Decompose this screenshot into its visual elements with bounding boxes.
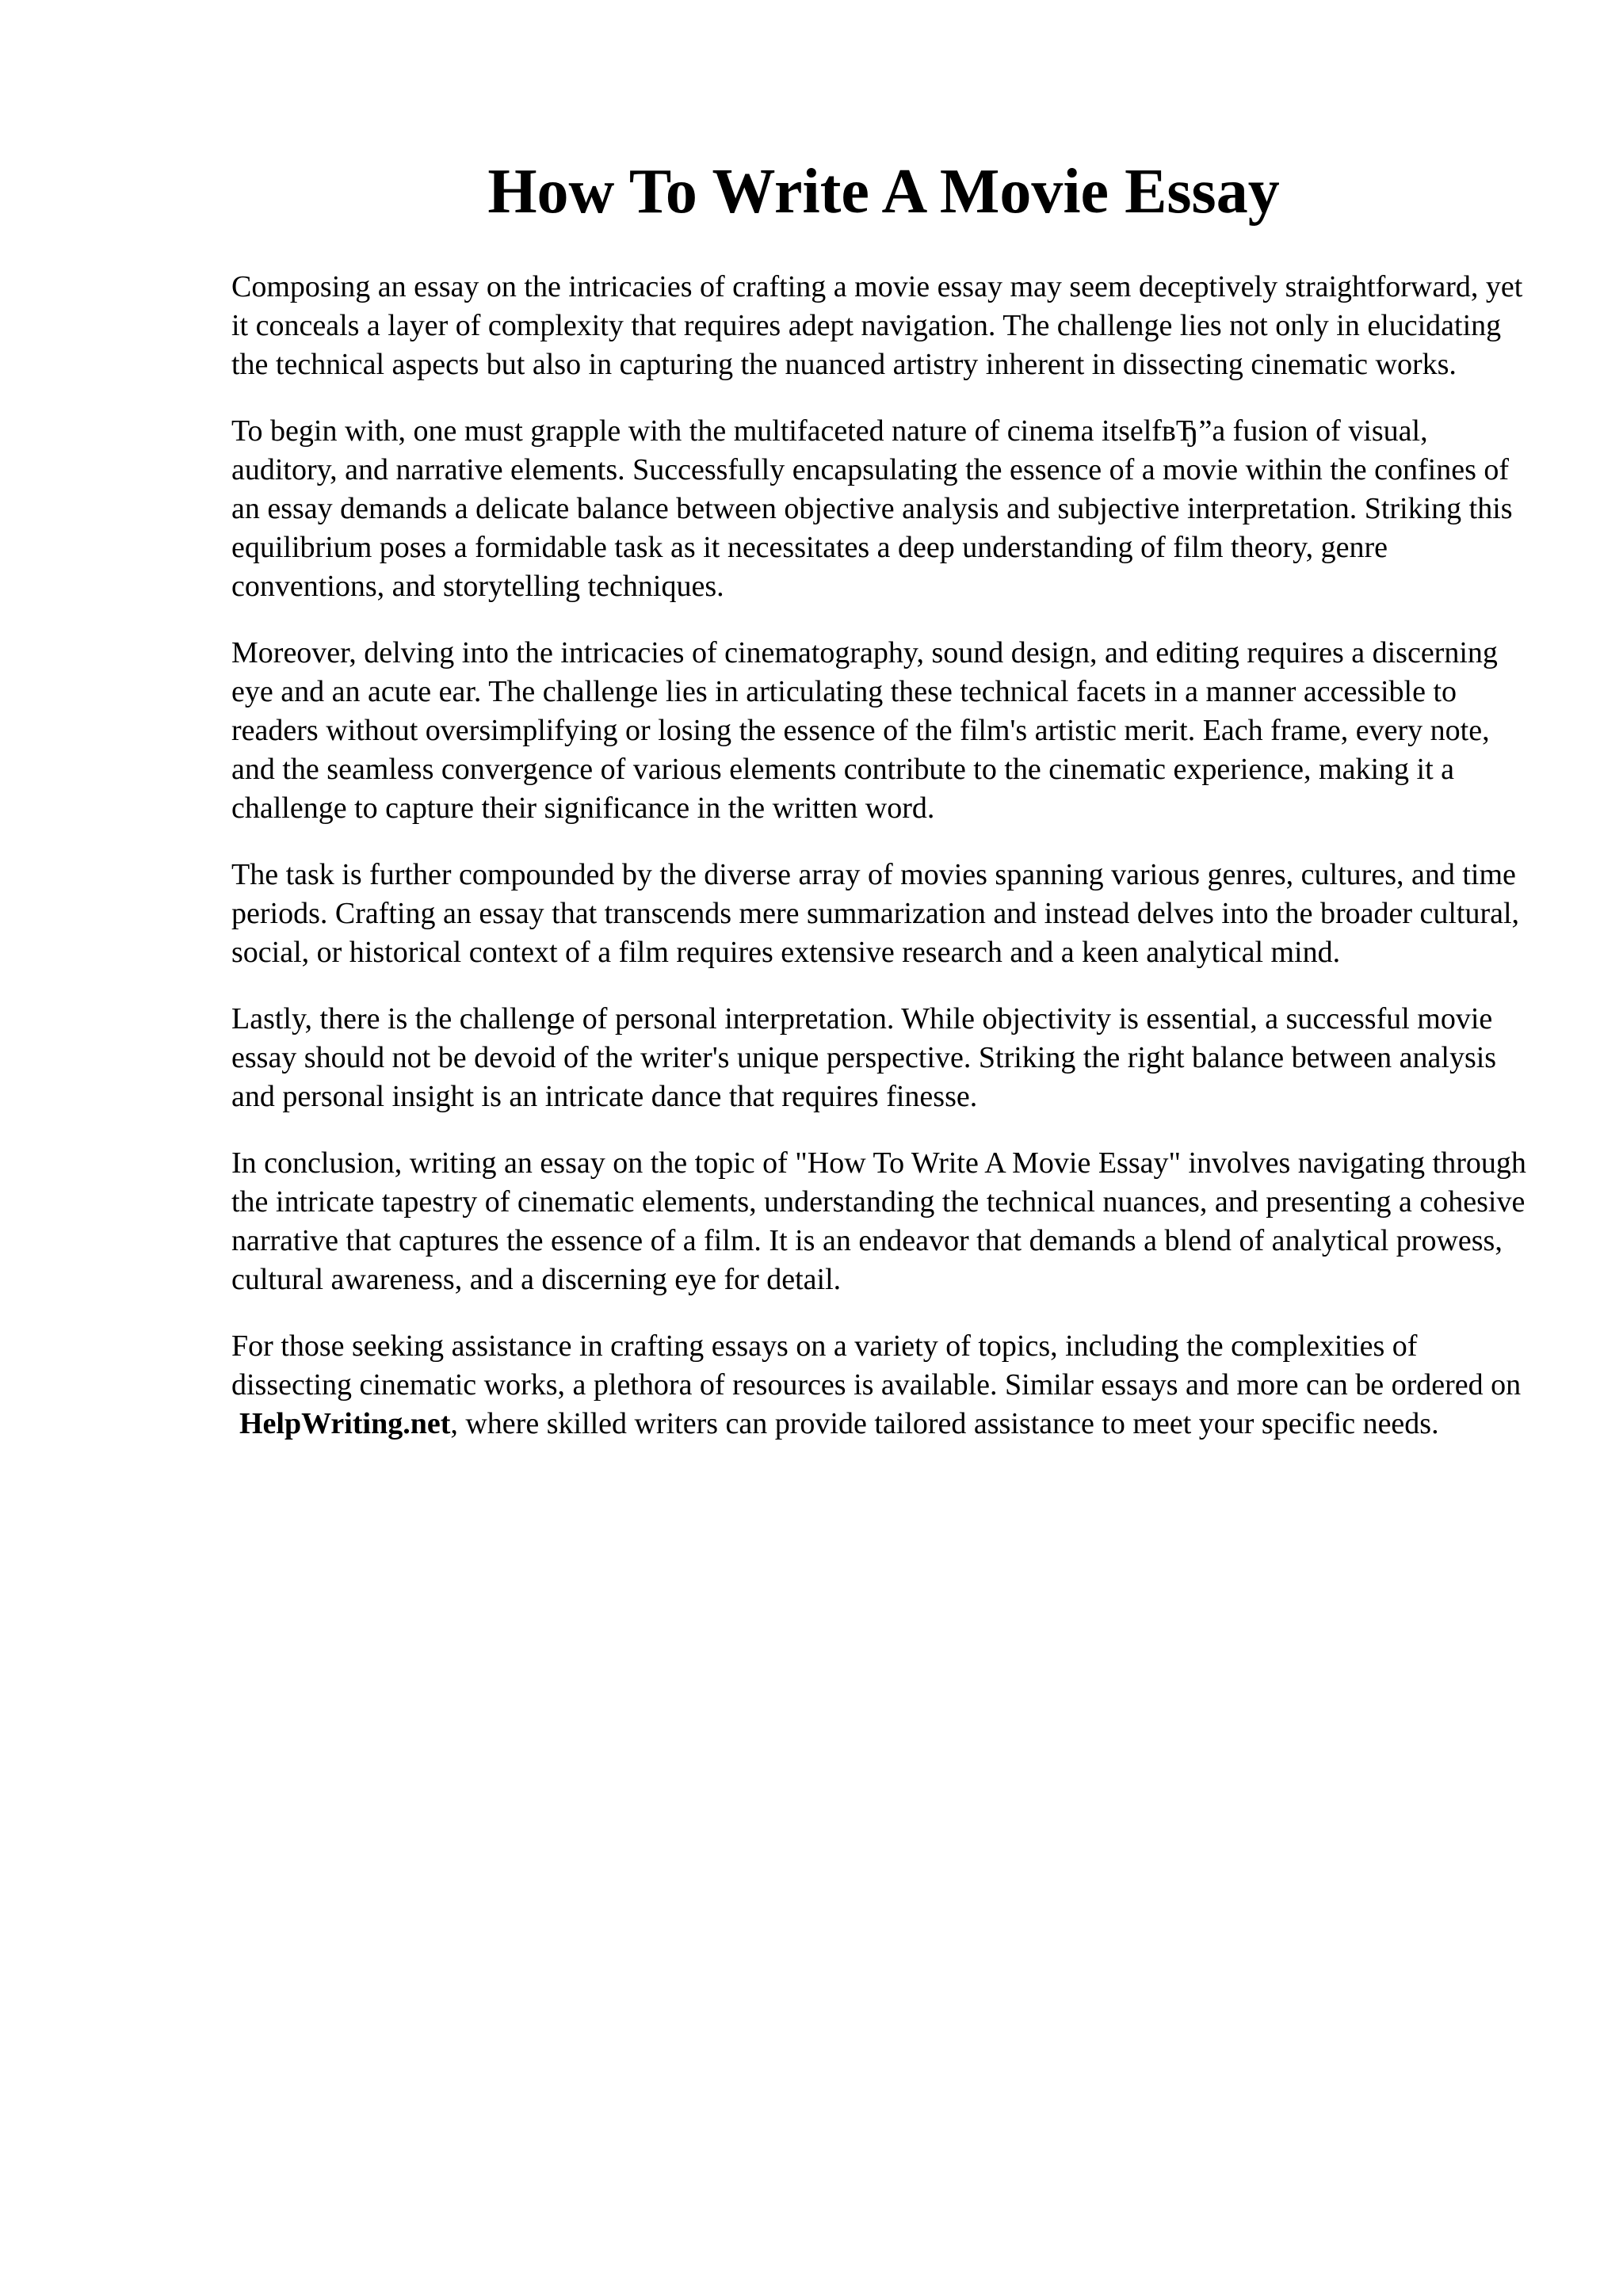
paragraph-technical-facets: Moreover, delving into the intricacies of cinematography, sound design, and editing requires a discerning eye and an acute ear. The challenge lies in articulating these technical facets in a manner accessible to readers without oversimplifying or losing the essence of the film's artistic merit. Each frame, every note, and the seamless convergence of various elements contribute to the cinematic experience, making it a challenge to capture their significance in the written word. xyxy=(231,636,1498,825)
paragraph-diverse-movies: The task is further compounded by the diverse array of movies spanning various genres, cultures, and time periods. Crafting an essay that transcends mere summarization and instead delves into the broader cultural, social, or historical context of a film requires extensive research and a keen analytical mind. xyxy=(231,858,1520,969)
paragraph-conclusion: In conclusion, writing an essay on the topic of "How To Write A Movie Essay" involves navigating through the intricate tapestry of cinematic elements, understanding the technical nuances, and presenting a cohesive narrative that captures the essence of a film. It is an endeavor that demands a blend of analytical prowess, cultural awareness, and a discerning eye for detail. xyxy=(231,1146,1526,1296)
paragraph-closing xyxy=(231,1327,1531,1444)
closing-text-after-link: , where skilled writers can provide tailored assistance to meet your specific needs. xyxy=(450,1407,1439,1440)
helpwriting-link[interactable]: HelpWriting.net xyxy=(239,1407,451,1440)
paragraph-cinema-nature: To begin with, one must grapple with the multifaceted nature of cinema itselfвЂ”a fusion of visual, auditory, and narrative elements. Successfully encapsulating the essence of a movie within the confines of an essay demands a delicate balance between objective analysis and subjective interpretation. Striking this equilibrium poses a formidable task as it necessitates a deep understanding of film theory, genre conventions, and storytelling techniques. xyxy=(231,414,1513,603)
page-title: How To Write A Movie Essay xyxy=(487,157,1280,227)
essay-body xyxy=(231,268,1531,1471)
closing-text-before-link: For those seeking assistance in crafting essays on a variety of topics, including the complexities of dissecting cinematic works, a plethora of resources is available. Similar essays and more can be ordered on xyxy=(231,1329,1522,1402)
paragraph-intro: Composing an essay on the intricacies of crafting a movie essay may seem deceptively straightforward, yet it conceals a layer of complexity that requires adept navigation. The challenge lies not only in elucidating the technical aspects but also in capturing the nuanced artistry inherent in dissecting cinematic works. xyxy=(231,270,1523,381)
paragraph-personal-interpretation: Lastly, there is the challenge of personal interpretation. While objectivity is essential, a successful movie essay should not be devoid of the writer's unique perspective. Striking the right balance between analysis and personal insight is an intricate dance that requires finesse. xyxy=(231,1002,1497,1113)
